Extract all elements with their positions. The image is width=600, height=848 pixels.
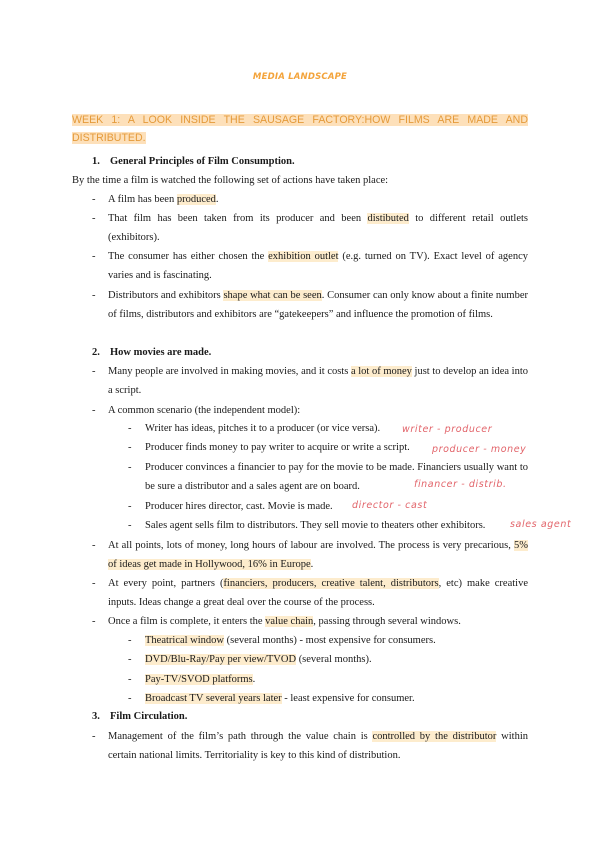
handwritten-note: financer - distrib.	[414, 479, 507, 490]
list-item: The consumer has either chosen the exhibition outlet (e.g. turned on TV). Exact level of agency varies and is fascinating.	[108, 251, 528, 281]
handwritten-note: director - cast	[352, 500, 428, 511]
bullet-dash: -	[128, 635, 132, 646]
section-heading-3	[92, 711, 187, 722]
document-title: MEDIA LANDSCAPE	[252, 72, 348, 82]
handwritten-note: writer - producer	[402, 424, 493, 435]
sub-list-item: Theatrical window (several months) - most expensive for consumers.	[145, 635, 436, 646]
section-number: 3.	[92, 711, 100, 722]
sub-list-item: Broadcast TV several years later - least expensive for consumer.	[145, 693, 415, 704]
handwritten-note: producer - money	[432, 444, 527, 455]
list-item: A film has been produced.	[108, 194, 219, 205]
section-title: General Principles of Film Consumption.	[110, 156, 295, 167]
section-title: How movies are made.	[110, 347, 212, 358]
list-item: At every point, partners (financiers, producers, creative talent, distributors, etc) make creative inputs. Ideas change a great deal over the course of the process.	[108, 578, 528, 608]
sub-list-item: Producer hires director, cast. Movie is made.	[145, 501, 333, 512]
bullet-dash: -	[92, 616, 96, 627]
list-item: At all points, lots of money, long hours of labour are involved. The process is very precarious, 5% of ideas get made in Hollywood, 16% in Europe.	[108, 540, 528, 570]
bullet-dash: -	[128, 501, 132, 512]
section-title: Film Circulation.	[110, 711, 188, 722]
bullet-dash: -	[92, 290, 96, 301]
bullet-dash: -	[128, 442, 132, 453]
list-item: Once a film is complete, it enters the value chain, passing through several windows.	[108, 616, 461, 627]
section-heading-1	[92, 156, 295, 167]
section-number: 1.	[92, 156, 100, 167]
list-item: Distributors and exhibitors shape what can be seen. Consumer can only know about a finite number of films, distributors and exhibitors are “gatekeepers” and influence the promotion of films.	[108, 290, 528, 320]
list-item: A common scenario (the independent model):	[108, 405, 301, 416]
sub-list-item: Writer has ideas, pitches it to a producer (or vice versa).	[145, 423, 381, 434]
bullet-dash: -	[92, 405, 96, 416]
sub-list-item: DVD/Blu-Ray/Pay per view/TVOD (several months).	[145, 654, 372, 665]
week-heading	[72, 112, 528, 147]
bullet-dash: -	[128, 423, 132, 434]
bullet-dash: -	[92, 194, 96, 205]
list-item: That film has been taken from its producer and been distibuted to different retail outlets (exhibitors).	[108, 213, 528, 243]
list-item: Management of the film’s path through the value chain is controlled by the distributor within certain national limits. Territoriality is key to this kind of distribution.	[108, 731, 528, 761]
bullet-dash: -	[128, 520, 132, 531]
sub-list-item: Producer finds money to pay writer to acquire or write a script.	[145, 442, 410, 453]
bullet-dash: -	[128, 462, 132, 473]
sub-list-item: Sales agent sells film to distributors. They sell movie to theaters other exhibitors.	[145, 520, 486, 531]
handwritten-note: sales agent	[510, 519, 572, 530]
bullet-dash: -	[128, 654, 132, 665]
sub-list-item: Pay-TV/SVOD platforms.	[145, 674, 256, 685]
bullet-dash: -	[92, 540, 96, 551]
bullet-dash: -	[128, 674, 132, 685]
week-heading-text: WEEK 1: A LOOK INSIDE THE SAUSAGE FACTORY:HOW FILMS ARE MADE AND DISTRIBUTED.	[72, 114, 528, 144]
bullet-dash: -	[128, 693, 132, 704]
intro-paragraph: By the time a film is watched the following set of actions have taken place:	[72, 175, 389, 186]
sub-list-item: Producer convinces a financier to pay for the movie to be made. Financiers usually want to be sure a distributor and a sales agent are on board.	[145, 462, 528, 492]
bullet-dash: -	[92, 366, 96, 377]
section-number: 2.	[92, 347, 100, 358]
bullet-dash: -	[92, 251, 96, 262]
bullet-dash: -	[92, 213, 96, 224]
section-heading-2	[92, 347, 211, 358]
bullet-dash: -	[92, 731, 96, 742]
bullet-dash: -	[92, 578, 96, 589]
list-item: Many people are involved in making movies, and it costs a lot of money just to develop an idea into a script.	[108, 366, 529, 396]
